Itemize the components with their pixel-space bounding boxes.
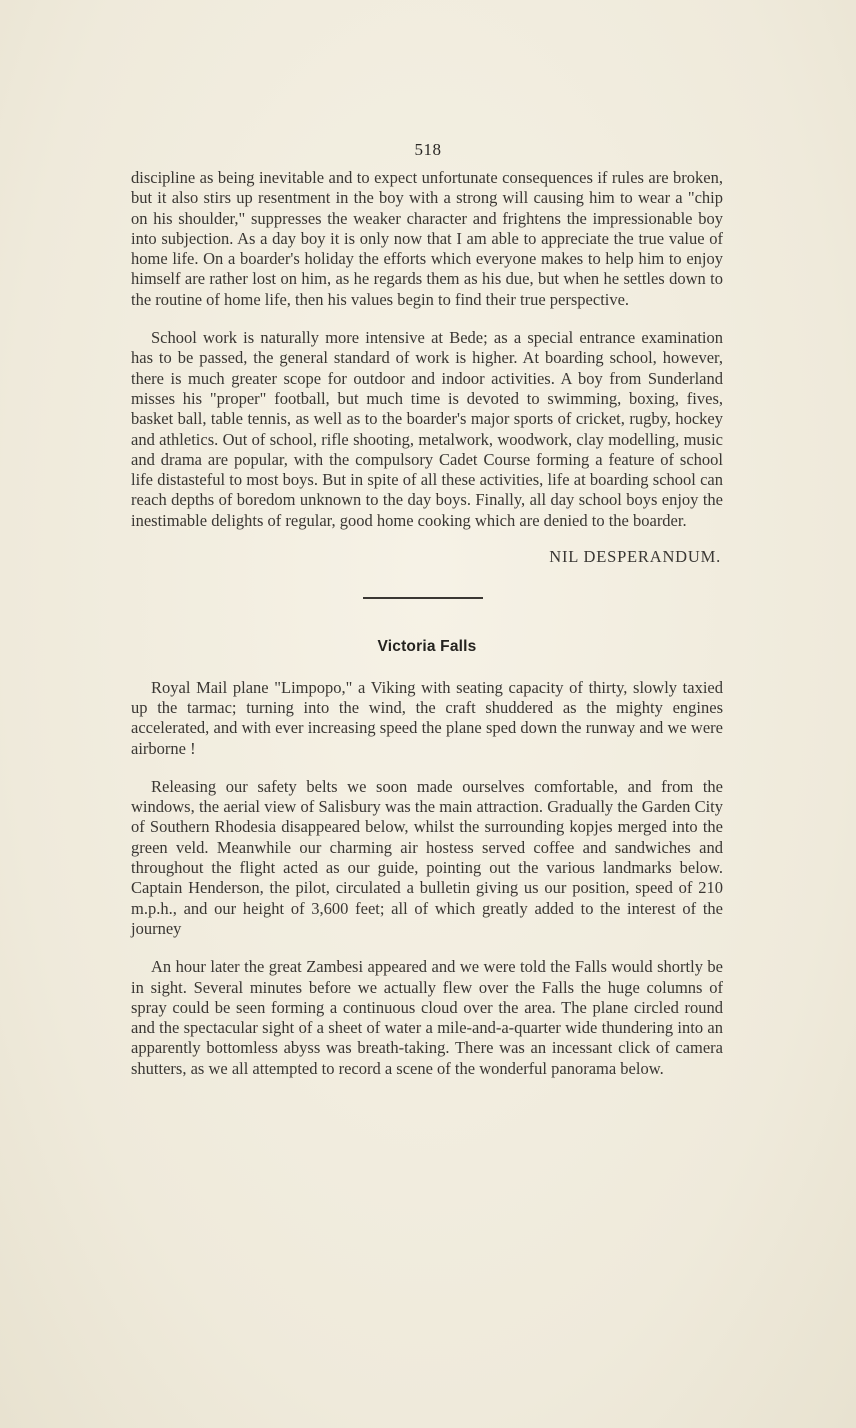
continuation-paragraph: discipline as being inevitable and to expect unfortunate consequences if rules are broken, but it also stirs up resentment in the boy with a strong will causing him to wear a "chip on his shoulder," suppresses the weaker character and frightens the impressionable boy into subjection. As a day boy it is only now that I am able to appreciate the true value of home life. On a boarder's holiday the efforts which everyone makes to help him to enjoy himself are rather lost on him, as he regards them as his due, but when he settles down to the routine of home life, then his values begin to find their true perspective. — [131, 168, 723, 309]
article-paragraph: Royal Mail plane "Limpopo," a Viking with seating capacity of thirty, slowly taxied up the tarmac; turning into the wind, the craft shuddered as the mighty engines accelerated, and with ever increasing speed the plane sped down the runway and we were airborne ! — [131, 677, 723, 758]
page-body — [131, 168, 723, 1079]
section-divider — [363, 597, 483, 599]
continuation-paragraph: School work is naturally more intensive at Bede; as a special entrance examination has to be passed, the general standard of work is higher. At boarding school, however, there is much greater scope for outdoor and indoor activities. A boy from Sunderland misses his "proper" football, but much time is devoted to swimming, boxing, fives, basket ball, table tennis, as well as to the boarder's major sports of cricket, rugby, hockey and athletics. Out of school, rifle shooting, metalwork, woodwork, clay modelling, music and drama are popular, with the compulsory Cadet Course forming a feature of school life distasteful to most boys. But in spite of all these activities, life at boarding school can reach depths of boredom unknown to the day boys. Finally, all day school boys enjoy the inestimable delights of regular, good home cooking which are denied to the boarder. — [131, 328, 723, 530]
author-signature: NIL DESPERANDUM. — [549, 547, 721, 567]
article-paragraph: An hour later the great Zambesi appeared and we were told the Falls would shortly be in sight. Several minutes before we actually flew over the Falls the huge columns of spray could be seen forming a continuous cloud over the area. The plane circled round and the spectacular sight of a sheet of water a mile-and-a-quarter wide thundering into an apparently bottomless abyss was breath-taking. There was an incessant click of camera shutters, as we all attempted to record a scene of the wonderful panorama below. — [131, 957, 723, 1078]
page-number: 518 — [414, 140, 442, 159]
article-title: Victoria Falls — [377, 638, 477, 656]
article-paragraph: Releasing our safety belts we soon made ourselves comfortable, and from the windows, the aerial view of Salisbury was the main attraction. Gradually the Garden City of Southern Rhodesia disappeared below, whilst the surrounding kopjes merged into the green veld. Meanwhile our charming air hostess served coffee and sandwiches and throughout the flight acted as our guide, pointing out the various landmarks below. Captain Henderson, the pilot, circulated a bulletin giving us our position, speed of 210 m.p.h., and our height of 3,600 feet; all of which greatly added to the interest of the journey — [131, 776, 723, 938]
